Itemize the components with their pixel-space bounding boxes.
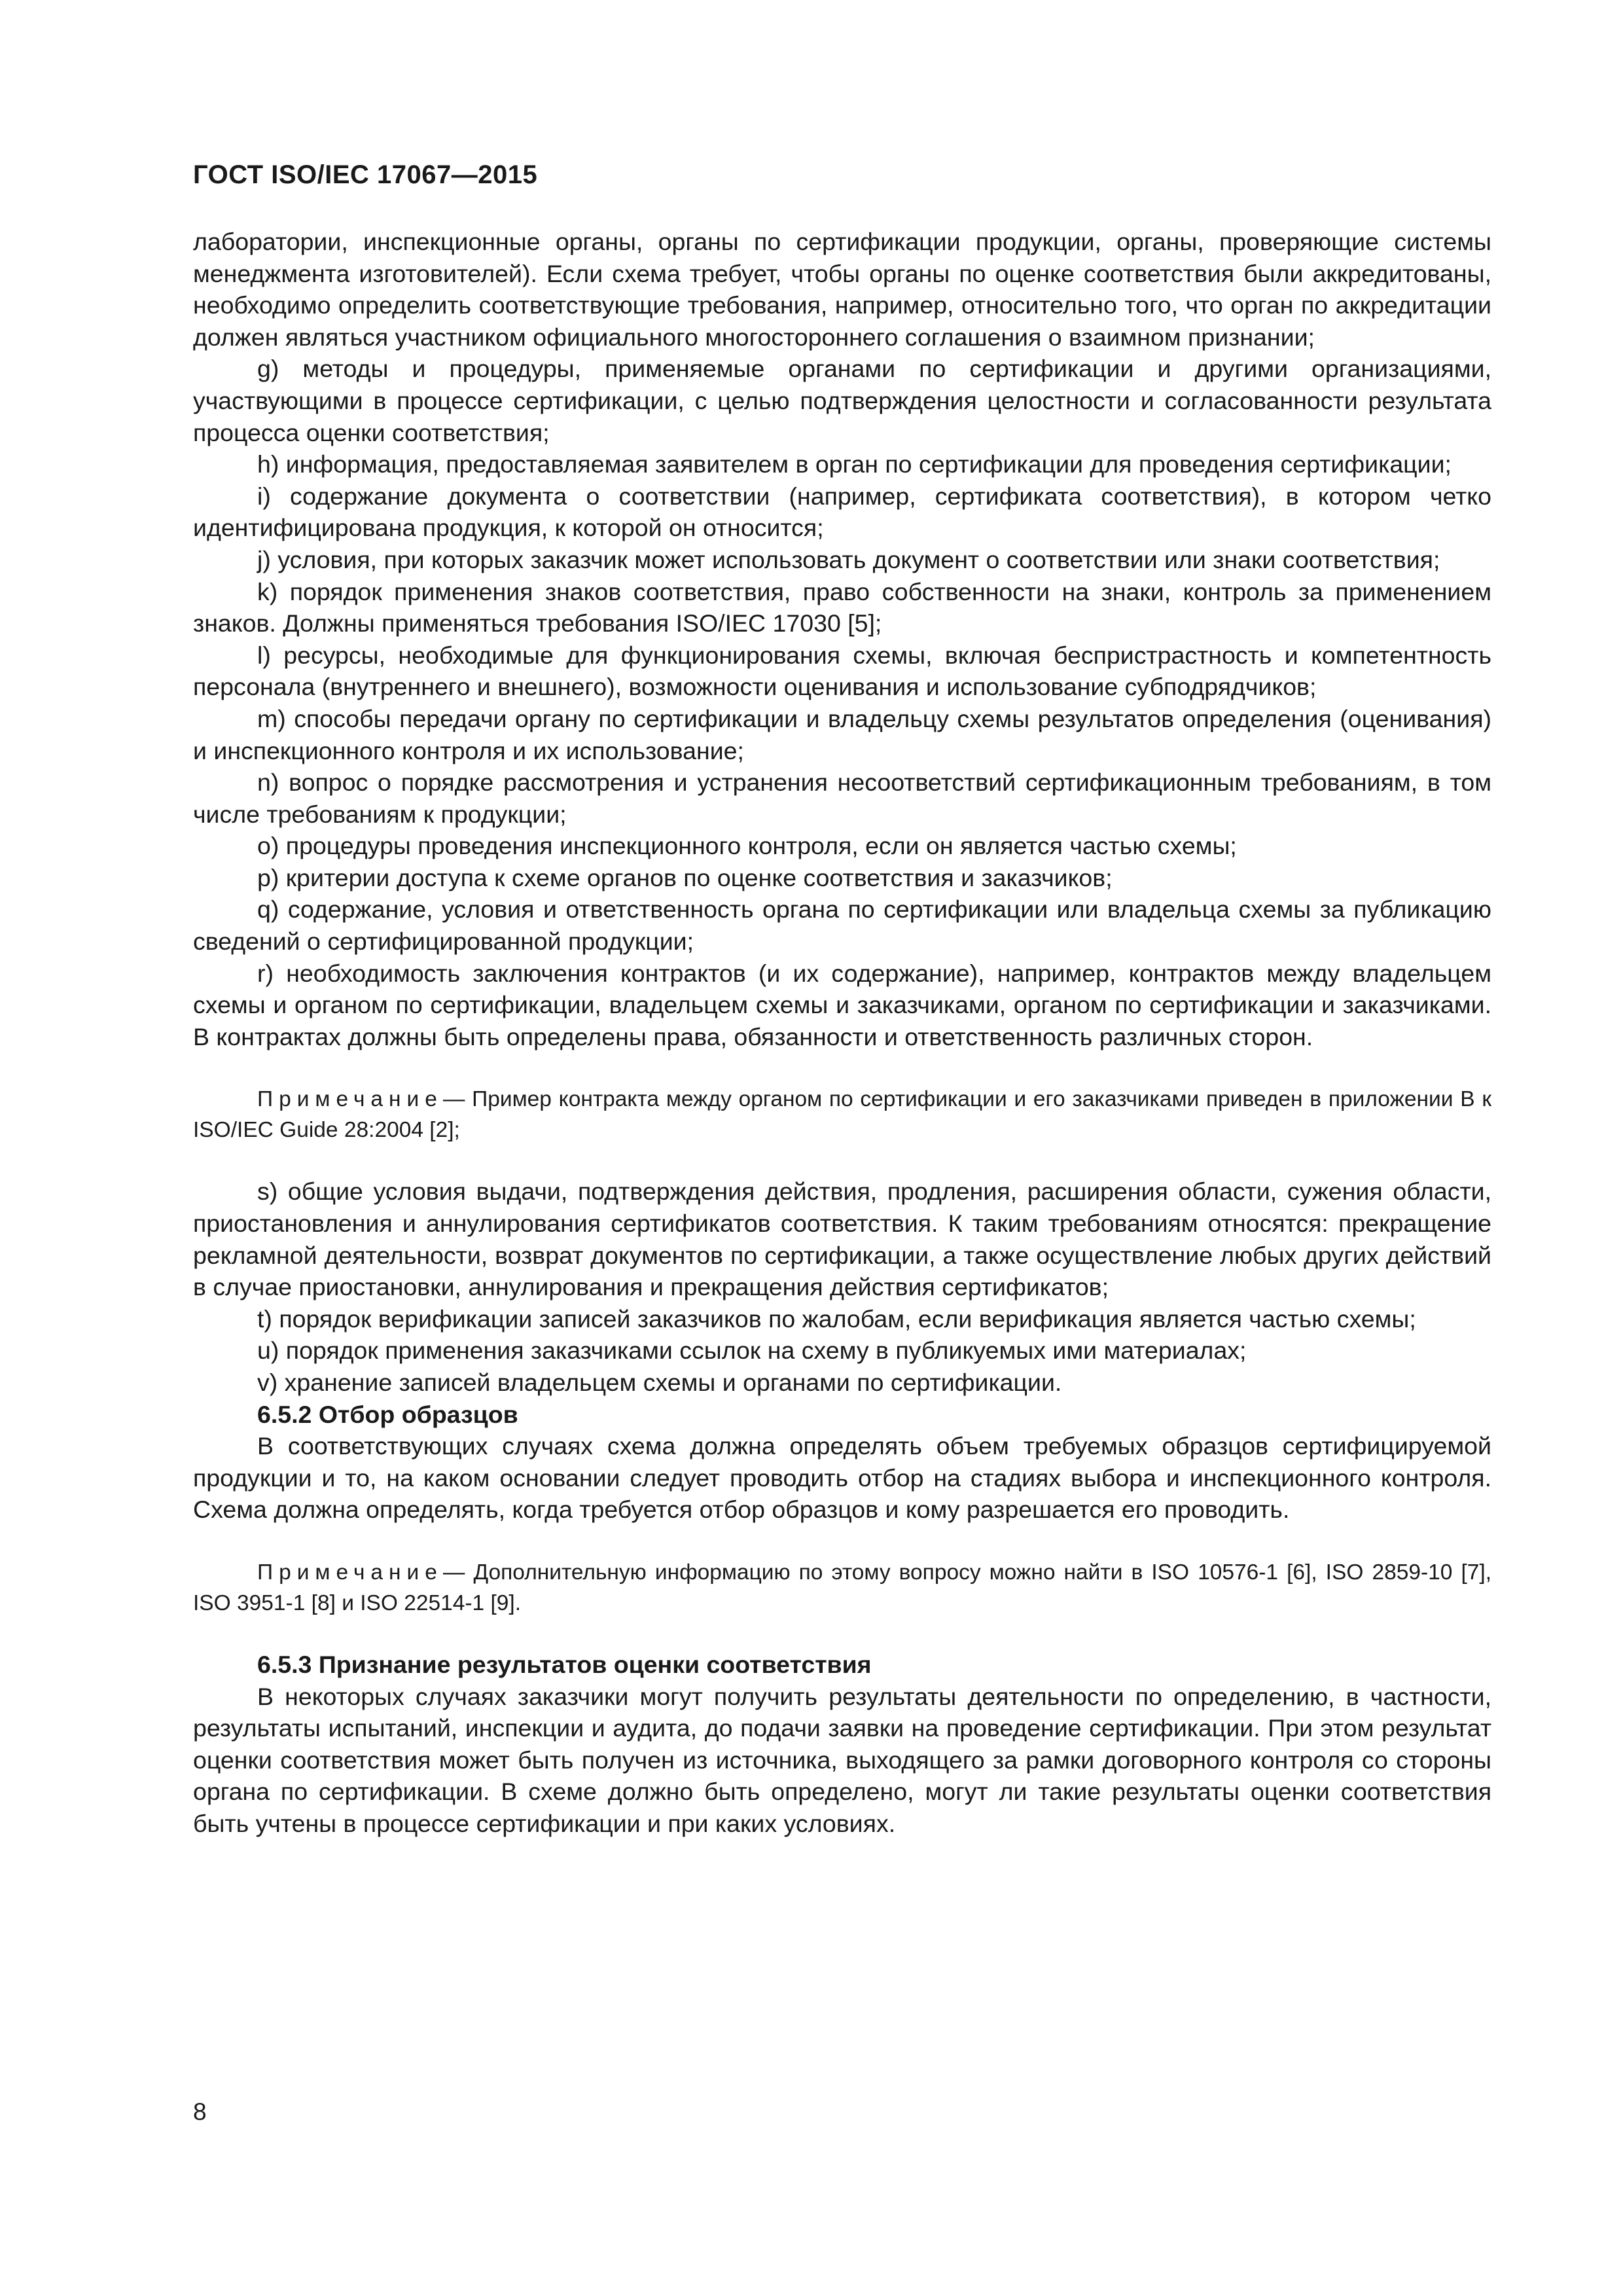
list-item-r: r) необходимость заключения контрактов (и их содержание), например, контрактов между владельцем схемы и органом по сертификации, владельцем схемы и заказчиками, органом по сертификации и заказчиками. В контрактах должны быть определены права, обязанности и ответственность различных сторон. bbox=[193, 959, 1491, 1050]
page-number: 8 bbox=[193, 2098, 207, 2125]
paragraph-continuation: лаборатории, инспекционные органы, органы по сертификации продукции, органы, проверяющие системы менеджмента изготовителей). Если схема требует, чтобы органы по оценке соответствия были аккредитованы, необходимо определить соответствующие требования, например, относительно того, что орган по аккредитации должен являться участником официального многостороннего соглашения о взаимном признании; bbox=[193, 228, 1491, 351]
list-item-u: u) порядок применения заказчиками ссылок на схему в публикуемых ими материалах; bbox=[257, 1336, 1247, 1365]
section-heading-6-5-3: 6.5.3 Признание результатов оценки соответствия bbox=[257, 1650, 872, 1678]
list-item-l: l) ресурсы, необходимые для функционирования схемы, включая беспристрастность и компетентность персонала (внутреннего и внешнего), возможности оценивания и использование субподрядчиков; bbox=[193, 641, 1491, 701]
list-item-s: s) общие условия выдачи, подтверждения действия, продления, расширения области, сужения области, приостановления и аннулирования сертификатов соответствия. К таким требованиям относятся: прекращение рекламной деятельности, возврат документов по сертификации, а также осуществление любых других действий в случае приостановки, аннулирования и прекращения действия сертификатов; bbox=[193, 1177, 1491, 1301]
note-contract bbox=[193, 1084, 1491, 1145]
list-item-i: i) содержание документа о соответствии (например, сертификата соответствия), в котором четко идентифицирована продукция, к которой он относится; bbox=[193, 482, 1491, 542]
list-item-j: j) условия, при которых заказчик может использовать документ о соответствии или знаки соответствия; bbox=[257, 545, 1440, 573]
standard-header: ГОСТ ISO/IEC 17067—2015 bbox=[193, 160, 538, 189]
note-label: Примечание bbox=[257, 1560, 443, 1585]
page-body bbox=[193, 226, 1491, 1840]
list-item-v: v) хранение записей владельцем схемы и органами по сертификации. bbox=[257, 1369, 1062, 1396]
list-item-k: k) порядок применения знаков соответствия, право собственности на знаки, контроль за применением знаков. Должны применяться требования ISO/IEC 17030 [5]; bbox=[193, 577, 1491, 637]
list-item-n: n) вопрос о порядке рассмотрения и устранения несоответствий сертификационным требованиям, в том числе требованиям к продукции; bbox=[193, 768, 1491, 828]
section-heading-6-5-2: 6.5.2 Отбор образцов bbox=[257, 1400, 518, 1428]
list-item-g: g) методы и процедуры, применяемые органами по сертификации и другими организациями, участвующими в процессе сертификации, с целью подтверждения целостности и согласованности результата процесса оценки соответствия; bbox=[193, 355, 1491, 446]
paragraph-recognition: В некоторых случаях заказчики могут получить результаты деятельности по определению, в частности, результаты испытаний, инспекции и аудита, до подачи заявки на проведение сертификации. При этом результат оценки соответствия может быть получен из источника, выходящего за рамки договорного контроля со стороны органа по сертификации. В схеме должно быть определено, могут ли такие результаты оценки соответствия быть учтены в процессе сертификации и при каких условиях. bbox=[193, 1682, 1491, 1837]
note-text: — Дополнительную информацию по этому вопросу можно найти в ISO 10576-1 [6], ISO 2859-10 [7], ISO 3951-1 [8] и ISO 22514-1 [9]. bbox=[193, 1560, 1491, 1615]
note-text: — Пример контракта между органом по сертификации и его заказчиками приведен в приложении В к ISO/IEC Guide 28:2004 [2]; bbox=[193, 1087, 1491, 1143]
list-item-h: h) информация, предоставляемая заявителем в орган по сертификации для проведения сертификации; bbox=[257, 450, 1452, 478]
paragraph-sampling: В соответствующих случаях схема должна определять объем требуемых образцов сертифицируемой продукции и то, на каком основании следует проводить отбор на стадиях выбора и инспекционного контроля. Схема должна определять, когда требуется отбор образцов и кому разрешается его проводить. bbox=[193, 1432, 1491, 1524]
list-item-o: o) процедуры проведения инспекционного контроля, если он является частью схемы; bbox=[257, 832, 1237, 860]
list-item-t: t) порядок верификации записей заказчиков по жалобам, если верификация является частью схемы; bbox=[257, 1304, 1416, 1333]
note-additional-info bbox=[193, 1557, 1491, 1619]
note-label: Примечание bbox=[257, 1087, 443, 1112]
list-item-m: m) способы передачи органу по сертификации и владельцу схемы результатов определения (оценивания) и инспекционного контроля и их использование; bbox=[193, 704, 1491, 764]
list-item-p: p) критерии доступа к схеме органов по оценке соответствия и заказчиков; bbox=[257, 863, 1113, 891]
list-item-q: q) содержание, условия и ответственность органа по сертификации или владельца схемы за публикацию сведений о сертифицированной продукции; bbox=[193, 895, 1491, 956]
